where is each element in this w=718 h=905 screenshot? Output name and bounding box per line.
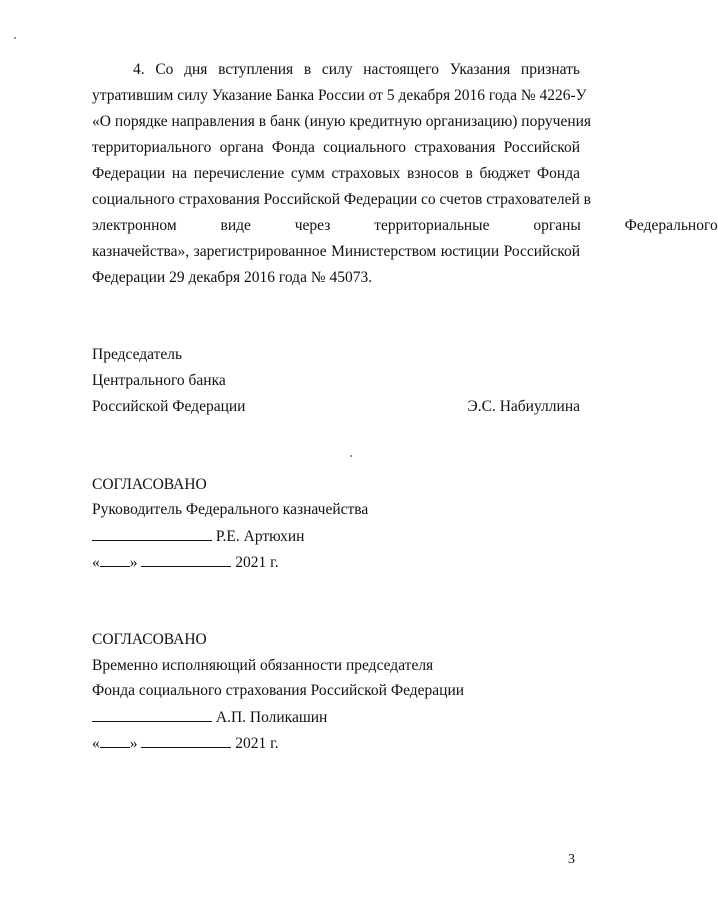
paragraph-line: электронном виде через территориальные органы Федерального — [92, 217, 718, 234]
quote-open: « — [92, 554, 100, 571]
paragraph-line: казначейства», зарегистрированное Министерством юстиции Российской — [92, 243, 580, 260]
signatory-title-line: Центрального банка — [92, 372, 226, 389]
signatory-title-line: Председатель — [92, 346, 183, 363]
signature-line — [92, 526, 580, 547]
paragraph-line: утратившим силу Указание Банка России от 5 декабря 2016 года № 4226-У — [92, 87, 587, 104]
paragraph-line: Федерации на перечисление сумм страховых взносов в бюджет Фонда — [92, 165, 580, 182]
approval-position: Руководитель Федерального казначейства — [92, 501, 369, 518]
approver-name: Р.Е. Артюхин — [215, 528, 305, 545]
page-number: 3 — [568, 852, 575, 867]
paragraph-line: Федерации 29 декабря 2016 года № 45073. — [92, 269, 373, 286]
date-line — [92, 552, 580, 573]
approval-position: Фонда социального страхования Российской Федерации — [92, 682, 465, 699]
paragraph-line: территориального органа Фонда социального страхования Российской — [92, 139, 580, 156]
scan-speck — [350, 455, 352, 457]
quote-close: » — [129, 735, 138, 752]
approval-heading: СОГЛАСОВАНО — [92, 631, 207, 648]
paragraph-line: 4. Со дня вступления в силу настоящего Указания признать — [133, 61, 580, 78]
approval-heading: СОГЛАСОВАНО — [92, 476, 207, 493]
signature-blank — [92, 707, 212, 722]
month-blank — [141, 733, 231, 748]
date-year: 2021 г. — [235, 735, 279, 752]
month-blank — [141, 552, 231, 567]
date-year: 2021 г. — [235, 554, 279, 571]
scan-speck — [14, 37, 16, 39]
paragraph-line: социального страхования Российской Федерации со счетов страхователей в — [92, 191, 591, 208]
signature-line — [92, 707, 580, 728]
date-line — [92, 733, 580, 754]
approver-name: А.П. Поликашин — [215, 709, 328, 726]
quote-open: « — [92, 735, 100, 752]
signatory-title-line: Российской Федерации — [92, 398, 246, 415]
approval-position: Временно исполняющий обязанности председателя — [92, 657, 434, 674]
signatory-name: Э.С. Набиуллина — [467, 398, 580, 415]
quote-close: » — [129, 554, 138, 571]
day-blank — [100, 733, 130, 748]
day-blank — [100, 552, 130, 567]
paragraph-line: «О порядке направления в банк (иную кредитную организацию) поручения — [92, 113, 592, 130]
signature-blank — [92, 526, 212, 541]
